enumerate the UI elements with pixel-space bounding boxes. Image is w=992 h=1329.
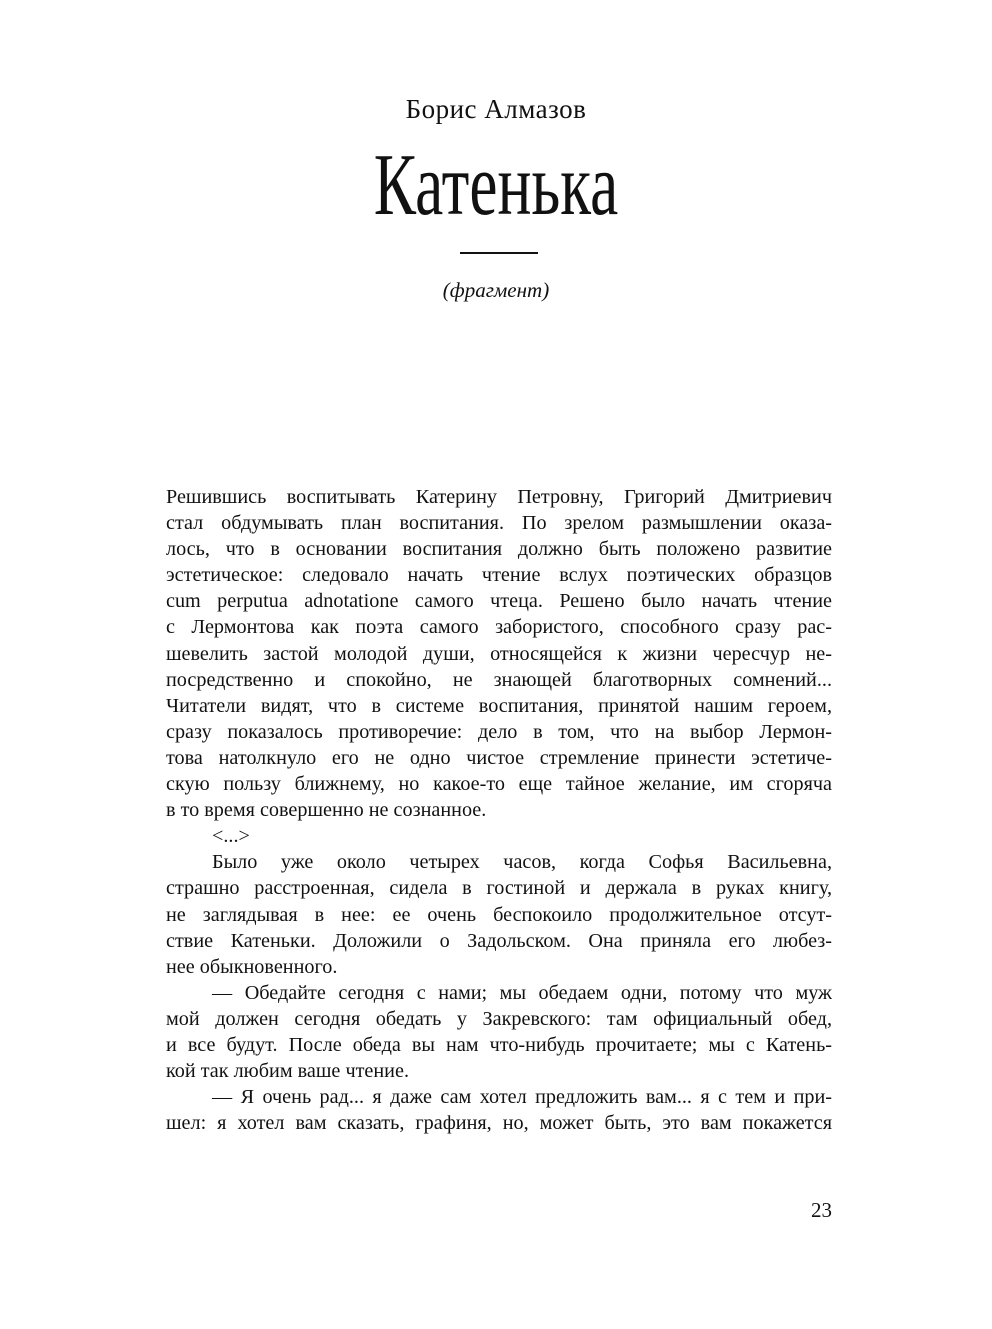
text-line: эстетическое: следовало начать чтение вслух поэтических образцов: [166, 564, 832, 587]
text-line: мой должен сегодня обедать у Закревского: там официальный обед,: [166, 1007, 832, 1030]
text-line: нее обыкновенного.: [166, 955, 338, 978]
text-line: стал обдумывать план воспитания. По зрелом размышлении оказа-: [166, 512, 832, 535]
page-title: Катенька: [373, 137, 619, 234]
text-line: страшно расстроенная, сидела в гостиной и держала в руках книгу,: [166, 877, 832, 900]
text-line: в то время совершенно не сознанное.: [166, 799, 487, 822]
text-line: cum perputua adnotatione самого чтеца. Решено было начать чтение: [166, 590, 832, 613]
text-line: сразу показалось противоречие: дело в том, что на выбор Лермон-: [166, 720, 832, 743]
text-line: с Лермонтова как поэта самого забористого, способного сразу рас-: [166, 616, 832, 639]
text-line: кой так любим ваше чтение.: [166, 1060, 409, 1083]
ellipsis-marker: <...>: [212, 825, 250, 848]
text-line: шевелить застой молодой души, относящейся к жизни чересчур не-: [166, 642, 832, 665]
page-number: 23: [811, 1198, 832, 1222]
text-line: лось, что в основании воспитания должно быть положено развитие: [166, 538, 832, 561]
subtitle: (фрагмент): [442, 278, 550, 302]
author-name: Борис Алмазов: [405, 94, 587, 124]
text-line: — Обедайте сегодня с нами; мы обедаем одни, потому что муж: [212, 981, 832, 1004]
body-text: [166, 484, 832, 1136]
text-line: и все будут. После обеда вы нам что-нибудь прочитаете; мы с Катень-: [166, 1033, 832, 1056]
text-line: не заглядывая в нее: ее очень беспокоило продолжительное отсут-: [166, 903, 832, 926]
text-line: шел: я хотел вам сказать, графиня, но, может быть, это вам покажется: [166, 1112, 832, 1135]
text-line: — Я очень рад... я даже сам хотел предложить вам... я с тем и при-: [212, 1086, 832, 1109]
title-divider: [460, 252, 538, 254]
text-line: ствие Катеньки. Доложили о Задольском. Она приняла его любез-: [166, 929, 832, 952]
text-line: скую пользу ближнему, но какое-то еще тайное желание, им сгоряча: [166, 773, 832, 796]
text-line: Было уже около четырех часов, когда Софья Васильевна,: [212, 851, 832, 874]
text-line: Читатели видят, что в системе воспитания, принятой нашим героем,: [166, 694, 832, 717]
text-line: посредственно и спокойно, не знающей благотворных сомнений...: [166, 668, 832, 691]
text-line: Решившись воспитывать Катерину Петровну, Григорий Дмитриевич: [166, 486, 832, 508]
text-line: това натолкнуло его не одно чистое стремление принести эстетиче-: [166, 746, 832, 769]
